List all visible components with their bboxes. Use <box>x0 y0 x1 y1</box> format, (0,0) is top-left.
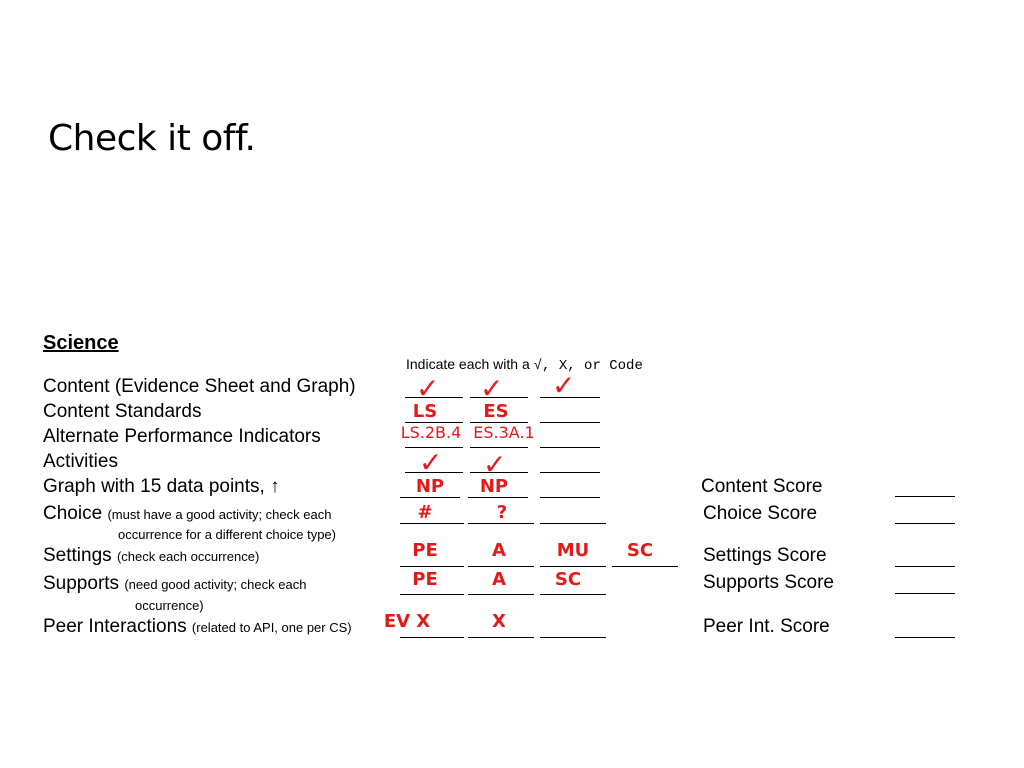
blank-line <box>540 497 600 498</box>
row-label-standards: Content Standards <box>43 401 202 422</box>
graph-mark-2: NP <box>479 476 509 497</box>
supports-mark-1: PE <box>412 569 438 590</box>
settings-mark-2: A <box>492 540 506 561</box>
check-mark-icon: ✓ <box>552 369 576 402</box>
blank-line <box>400 637 464 638</box>
settings-label: Settings <box>43 545 112 566</box>
blank-line <box>400 497 460 498</box>
check-mark-icon: ✓ <box>480 372 504 405</box>
slide-title: Check it off. <box>48 118 256 159</box>
row-label-supports <box>43 573 306 595</box>
supports-mark-3: SC <box>554 569 582 590</box>
blank-line <box>468 497 528 498</box>
blank-line <box>540 594 606 595</box>
settings-score-blank <box>895 566 955 567</box>
instruction-prefix: Indicate each with a <box>406 356 530 372</box>
settings-note: (check each occurrence) <box>116 549 260 564</box>
blank-line <box>468 523 534 524</box>
choice-note: (must have a good activity; check each <box>107 507 332 522</box>
choice-score-blank <box>895 523 955 524</box>
content-score-label: Content Score <box>701 476 823 497</box>
settings-mark-4: SC <box>626 540 654 561</box>
form-heading: Science <box>43 332 119 354</box>
blank-line <box>468 594 534 595</box>
supports-note-cont: occurrence) <box>135 598 204 613</box>
row-label-choice <box>43 503 331 525</box>
choice-score-label: Choice Score <box>703 503 818 524</box>
blank-line <box>540 566 606 567</box>
supports-score-blank <box>895 593 955 594</box>
content-score-blank <box>895 496 955 497</box>
instruction-text <box>406 356 643 374</box>
peer-score-blank <box>895 637 955 638</box>
peer-mark-2: X <box>492 611 506 632</box>
check-mark-icon: ✓ <box>483 448 507 481</box>
settings-mark-3: MU <box>556 540 590 561</box>
standards-mark-1: LS <box>412 401 438 422</box>
peer-mark-1: EV X <box>383 611 431 632</box>
supports-score-label: Supports Score <box>703 572 834 593</box>
check-mark-icon: ✓ <box>419 446 443 479</box>
blank-line <box>400 523 464 524</box>
blank-line <box>540 472 600 473</box>
supports-note: (need good activity; check each <box>124 577 307 592</box>
row-label-activities: Activities <box>43 451 118 472</box>
standards-mark-2: ES <box>483 401 509 422</box>
check-mark-icon: ✓ <box>416 372 440 405</box>
instruction-codes: √, X, or Code <box>533 358 643 374</box>
blank-line <box>540 523 606 524</box>
api-mark-1: LS.2B.4 <box>400 423 462 442</box>
blank-line <box>400 566 464 567</box>
choice-mark-1: # <box>417 502 433 523</box>
settings-mark-1: PE <box>412 540 438 561</box>
peer-note: (related to API, one per CS) <box>191 620 352 635</box>
blank-line <box>400 594 464 595</box>
supports-label: Supports <box>43 573 120 594</box>
row-label-content: Content (Evidence Sheet and Graph) <box>43 376 356 397</box>
api-mark-2: ES.3A.1 <box>473 423 535 442</box>
graph-mark-1: NP <box>415 476 445 497</box>
row-label-api: Alternate Performance Indicators <box>43 426 321 447</box>
row-label-peer <box>43 616 352 638</box>
blank-line <box>540 637 606 638</box>
blank-line <box>468 566 534 567</box>
peer-score-label: Peer Int. Score <box>703 616 830 637</box>
supports-mark-2: A <box>492 569 506 590</box>
row-label-graph: Graph with 15 data points, ↑ <box>43 476 280 497</box>
choice-label: Choice <box>43 503 103 524</box>
choice-note-cont: occurrence for a different choice type) <box>118 527 336 542</box>
settings-score-label: Settings Score <box>703 545 827 566</box>
choice-mark-2: ? <box>496 502 508 523</box>
blank-line <box>540 422 600 423</box>
row-label-settings <box>43 545 259 567</box>
peer-label: Peer Interactions <box>43 616 187 637</box>
blank-line <box>540 447 600 448</box>
blank-line <box>612 566 678 567</box>
blank-line <box>468 637 534 638</box>
